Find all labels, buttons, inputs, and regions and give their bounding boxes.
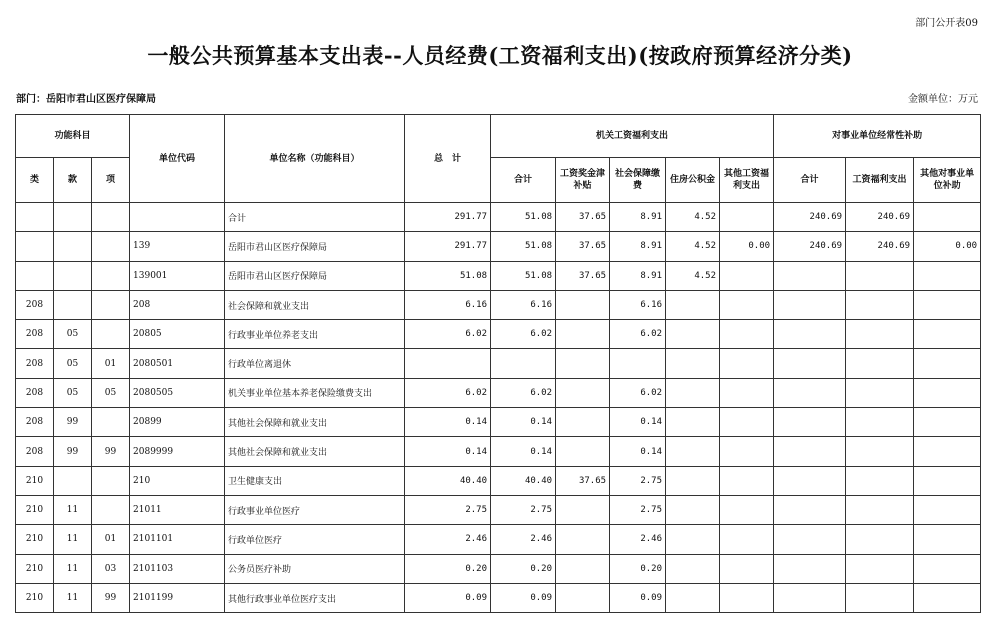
cell-unit-code: 139001 xyxy=(130,261,225,290)
cell-org-wage: 37.65 xyxy=(556,203,610,232)
cell-inst-sum xyxy=(774,495,846,524)
cell-kuan: 05 xyxy=(54,378,92,407)
cell-total: 0.14 xyxy=(405,408,491,437)
table-row xyxy=(16,378,981,407)
cell-unit-name: 行政单位离退休 xyxy=(225,349,405,378)
cell-unit-name: 机关事业单位基本养老保险缴费支出 xyxy=(225,378,405,407)
cell-org-social: 8.91 xyxy=(610,232,666,261)
cell-unit-name: 岳阳市君山区医疗保障局 xyxy=(225,261,405,290)
cell-lei: 210 xyxy=(16,466,54,495)
cell-org-social: 0.14 xyxy=(610,408,666,437)
header-org-other: 其他工资福利支出 xyxy=(720,158,774,203)
cell-kuan: 11 xyxy=(54,554,92,583)
cell-total: 0.09 xyxy=(405,583,491,612)
cell-org-other xyxy=(720,261,774,290)
cell-xiang: 01 xyxy=(92,525,130,554)
cell-kuan xyxy=(54,232,92,261)
cell-xiang xyxy=(92,290,130,319)
cell-lei: 208 xyxy=(16,290,54,319)
cell-lei: 208 xyxy=(16,437,54,466)
cell-kuan xyxy=(54,261,92,290)
cell-org-social: 6.02 xyxy=(610,378,666,407)
cell-inst-sum xyxy=(774,408,846,437)
cell-total: 0.20 xyxy=(405,554,491,583)
cell-unit-name: 行政单位医疗 xyxy=(225,525,405,554)
cell-org-wage xyxy=(556,437,610,466)
cell-org-wage xyxy=(556,495,610,524)
cell-org-social: 2.46 xyxy=(610,525,666,554)
cell-xiang: 99 xyxy=(92,583,130,612)
cell-kuan: 05 xyxy=(54,349,92,378)
header-kuan: 款 xyxy=(54,158,92,203)
cell-org-wage xyxy=(556,349,610,378)
table-row xyxy=(16,495,981,524)
cell-unit-name: 合计 xyxy=(225,203,405,232)
cell-unit-code xyxy=(130,203,225,232)
cell-inst-other xyxy=(914,437,981,466)
cell-lei: 208 xyxy=(16,408,54,437)
cell-org-other xyxy=(720,320,774,349)
cell-org-sum: 51.08 xyxy=(491,232,556,261)
cell-org-sum: 51.08 xyxy=(491,203,556,232)
cell-unit-name: 其他社会保障和就业支出 xyxy=(225,437,405,466)
cell-xiang xyxy=(92,320,130,349)
cell-unit-name: 其他社会保障和就业支出 xyxy=(225,408,405,437)
cell-xiang: 03 xyxy=(92,554,130,583)
cell-org-sum: 0.20 xyxy=(491,554,556,583)
cell-org-wage: 37.65 xyxy=(556,261,610,290)
cell-org-housing xyxy=(666,583,720,612)
cell-inst-wage: 240.69 xyxy=(846,232,914,261)
cell-org-social: 2.75 xyxy=(610,495,666,524)
cell-inst-wage xyxy=(846,495,914,524)
cell-org-wage xyxy=(556,320,610,349)
cell-unit-name: 卫生健康支出 xyxy=(225,466,405,495)
cell-inst-sum xyxy=(774,437,846,466)
cell-org-sum: 6.16 xyxy=(491,290,556,319)
cell-org-sum: 2.46 xyxy=(491,525,556,554)
cell-unit-code: 2101103 xyxy=(130,554,225,583)
cell-org-housing xyxy=(666,466,720,495)
header-inst-other: 其他对事业单位补助 xyxy=(914,158,981,203)
cell-inst-other xyxy=(914,554,981,583)
cell-inst-wage xyxy=(846,290,914,319)
cell-inst-wage: 240.69 xyxy=(846,203,914,232)
cell-inst-other xyxy=(914,466,981,495)
cell-total: 2.75 xyxy=(405,495,491,524)
cell-org-social: 0.20 xyxy=(610,554,666,583)
cell-inst-wage xyxy=(846,583,914,612)
cell-lei: 210 xyxy=(16,554,54,583)
cell-unit-name: 公务员医疗补助 xyxy=(225,554,405,583)
cell-org-social: 8.91 xyxy=(610,203,666,232)
cell-inst-sum xyxy=(774,261,846,290)
cell-unit-code: 21011 xyxy=(130,495,225,524)
header-org-group: 机关工资福利支出 xyxy=(491,115,774,158)
cell-lei xyxy=(16,203,54,232)
cell-org-other xyxy=(720,583,774,612)
cell-org-social: 0.14 xyxy=(610,437,666,466)
cell-inst-wage xyxy=(846,554,914,583)
cell-total xyxy=(405,349,491,378)
cell-org-housing xyxy=(666,290,720,319)
cell-inst-sum xyxy=(774,554,846,583)
cell-org-social: 6.02 xyxy=(610,320,666,349)
cell-org-sum: 40.40 xyxy=(491,466,556,495)
cell-org-sum: 6.02 xyxy=(491,378,556,407)
cell-total: 51.08 xyxy=(405,261,491,290)
cell-xiang xyxy=(92,261,130,290)
header-unit-name: 单位名称（功能科目） xyxy=(225,115,405,203)
cell-org-sum: 2.75 xyxy=(491,495,556,524)
header-inst-group: 对事业单位经常性补助 xyxy=(774,115,981,158)
cell-lei: 208 xyxy=(16,378,54,407)
cell-org-housing xyxy=(666,408,720,437)
cell-org-social: 6.16 xyxy=(610,290,666,319)
header-xiang: 项 xyxy=(92,158,130,203)
cell-inst-sum: 240.69 xyxy=(774,232,846,261)
cell-unit-code: 208 xyxy=(130,290,225,319)
cell-unit-code: 2089999 xyxy=(130,437,225,466)
header-func-subject: 功能科目 xyxy=(16,115,130,158)
cell-inst-other xyxy=(914,378,981,407)
table-row xyxy=(16,261,981,290)
header-unit-code: 单位代码 xyxy=(130,115,225,203)
table-row xyxy=(16,203,981,232)
cell-org-wage: 37.65 xyxy=(556,232,610,261)
cell-xiang xyxy=(92,203,130,232)
cell-inst-sum xyxy=(774,378,846,407)
cell-inst-wage xyxy=(846,408,914,437)
cell-inst-other xyxy=(914,320,981,349)
cell-xiang: 99 xyxy=(92,437,130,466)
cell-total: 6.02 xyxy=(405,320,491,349)
cell-total: 291.77 xyxy=(405,203,491,232)
header-org-wage: 工资奖金津补贴 xyxy=(556,158,610,203)
cell-unit-name: 行政事业单位养老支出 xyxy=(225,320,405,349)
cell-org-housing: 4.52 xyxy=(666,261,720,290)
cell-org-sum: 0.09 xyxy=(491,583,556,612)
cell-kuan: 11 xyxy=(54,525,92,554)
cell-lei: 208 xyxy=(16,349,54,378)
cell-total: 0.14 xyxy=(405,437,491,466)
table-row xyxy=(16,466,981,495)
cell-inst-other xyxy=(914,525,981,554)
cell-unit-code: 2101199 xyxy=(130,583,225,612)
cell-org-housing: 4.52 xyxy=(666,203,720,232)
cell-org-housing xyxy=(666,349,720,378)
cell-lei xyxy=(16,232,54,261)
cell-unit-name: 岳阳市君山区医疗保障局 xyxy=(225,232,405,261)
cell-org-wage: 37.65 xyxy=(556,466,610,495)
cell-unit-code: 139 xyxy=(130,232,225,261)
cell-xiang: 05 xyxy=(92,378,130,407)
header-inst-sum: 合计 xyxy=(774,158,846,203)
cell-total: 6.16 xyxy=(405,290,491,319)
cell-inst-other xyxy=(914,261,981,290)
cell-unit-code: 2101101 xyxy=(130,525,225,554)
cell-org-social: 0.09 xyxy=(610,583,666,612)
cell-kuan: 11 xyxy=(54,583,92,612)
page-code: 部门公开表09 xyxy=(915,18,978,29)
cell-lei: 210 xyxy=(16,495,54,524)
cell-org-housing: 4.52 xyxy=(666,232,720,261)
cell-org-other xyxy=(720,554,774,583)
page-title: 一般公共预算基本支出表--人员经费(工资福利支出)(按政府预算经济分类) xyxy=(147,43,853,68)
header-lei: 类 xyxy=(16,158,54,203)
cell-unit-code: 2080505 xyxy=(130,378,225,407)
cell-org-wage xyxy=(556,408,610,437)
header-total: 总 计 xyxy=(405,115,491,203)
cell-kuan: 11 xyxy=(54,495,92,524)
cell-org-wage xyxy=(556,554,610,583)
cell-org-housing xyxy=(666,320,720,349)
header-org-sum: 合计 xyxy=(491,158,556,203)
cell-kuan: 05 xyxy=(54,320,92,349)
cell-inst-sum xyxy=(774,349,846,378)
cell-inst-other xyxy=(914,408,981,437)
cell-kuan xyxy=(54,466,92,495)
cell-lei: 208 xyxy=(16,320,54,349)
table-row xyxy=(16,408,981,437)
cell-org-other xyxy=(720,495,774,524)
cell-org-other: 0.00 xyxy=(720,232,774,261)
cell-xiang: 01 xyxy=(92,349,130,378)
header-org-social: 社会保障缴费 xyxy=(610,158,666,203)
cell-org-housing xyxy=(666,378,720,407)
table-row xyxy=(16,554,981,583)
cell-org-sum: 0.14 xyxy=(491,437,556,466)
cell-org-housing xyxy=(666,554,720,583)
cell-inst-other xyxy=(914,290,981,319)
cell-inst-wage xyxy=(846,320,914,349)
table-row xyxy=(16,349,981,378)
cell-xiang xyxy=(92,408,130,437)
cell-inst-sum: 240.69 xyxy=(774,203,846,232)
amount-unit-label: 金额单位：万元 xyxy=(908,94,978,105)
cell-org-sum: 0.14 xyxy=(491,408,556,437)
cell-kuan: 99 xyxy=(54,408,92,437)
cell-org-other xyxy=(720,378,774,407)
cell-inst-wage xyxy=(846,378,914,407)
cell-lei xyxy=(16,261,54,290)
cell-inst-sum xyxy=(774,466,846,495)
cell-org-wage xyxy=(556,378,610,407)
budget-table xyxy=(15,114,981,613)
cell-org-wage xyxy=(556,525,610,554)
cell-lei: 210 xyxy=(16,525,54,554)
cell-org-housing xyxy=(666,525,720,554)
cell-org-social xyxy=(610,349,666,378)
cell-inst-wage xyxy=(846,525,914,554)
cell-org-sum: 51.08 xyxy=(491,261,556,290)
cell-xiang xyxy=(92,495,130,524)
cell-xiang xyxy=(92,232,130,261)
cell-org-other xyxy=(720,349,774,378)
cell-org-sum xyxy=(491,349,556,378)
cell-kuan xyxy=(54,203,92,232)
cell-total: 2.46 xyxy=(405,525,491,554)
cell-org-other xyxy=(720,408,774,437)
cell-org-other xyxy=(720,437,774,466)
cell-org-other xyxy=(720,203,774,232)
cell-org-social: 2.75 xyxy=(610,466,666,495)
cell-inst-other xyxy=(914,203,981,232)
cell-inst-sum xyxy=(774,525,846,554)
cell-inst-other xyxy=(914,583,981,612)
cell-unit-name: 行政事业单位医疗 xyxy=(225,495,405,524)
header-org-housing: 住房公积金 xyxy=(666,158,720,203)
table-row xyxy=(16,320,981,349)
cell-unit-name: 其他行政事业单位医疗支出 xyxy=(225,583,405,612)
cell-total: 40.40 xyxy=(405,466,491,495)
department-label: 部门：岳阳市君山区医疗保障局 xyxy=(16,94,156,105)
cell-inst-other xyxy=(914,349,981,378)
table-row xyxy=(16,232,981,261)
header-inst-wage: 工资福利支出 xyxy=(846,158,914,203)
table-row xyxy=(16,525,981,554)
cell-kuan xyxy=(54,290,92,319)
cell-inst-sum xyxy=(774,320,846,349)
cell-unit-code: 20899 xyxy=(130,408,225,437)
cell-org-other xyxy=(720,290,774,319)
cell-org-social: 8.91 xyxy=(610,261,666,290)
cell-inst-sum xyxy=(774,290,846,319)
cell-kuan: 99 xyxy=(54,437,92,466)
table-row xyxy=(16,583,981,612)
cell-org-other xyxy=(720,525,774,554)
cell-org-wage xyxy=(556,583,610,612)
cell-org-housing xyxy=(666,437,720,466)
cell-inst-other: 0.00 xyxy=(914,232,981,261)
table-row xyxy=(16,437,981,466)
cell-org-other xyxy=(720,466,774,495)
cell-inst-wage xyxy=(846,261,914,290)
cell-org-housing xyxy=(666,495,720,524)
cell-total: 6.02 xyxy=(405,378,491,407)
cell-unit-name: 社会保障和就业支出 xyxy=(225,290,405,319)
cell-xiang xyxy=(92,466,130,495)
cell-inst-wage xyxy=(846,437,914,466)
cell-total: 291.77 xyxy=(405,232,491,261)
cell-unit-code: 2080501 xyxy=(130,349,225,378)
cell-inst-wage xyxy=(846,466,914,495)
cell-unit-code: 20805 xyxy=(130,320,225,349)
cell-inst-sum xyxy=(774,583,846,612)
cell-org-wage xyxy=(556,290,610,319)
cell-lei: 210 xyxy=(16,583,54,612)
table-row xyxy=(16,290,981,319)
cell-inst-wage xyxy=(846,349,914,378)
cell-inst-other xyxy=(914,495,981,524)
cell-unit-code: 210 xyxy=(130,466,225,495)
cell-org-sum: 6.02 xyxy=(491,320,556,349)
